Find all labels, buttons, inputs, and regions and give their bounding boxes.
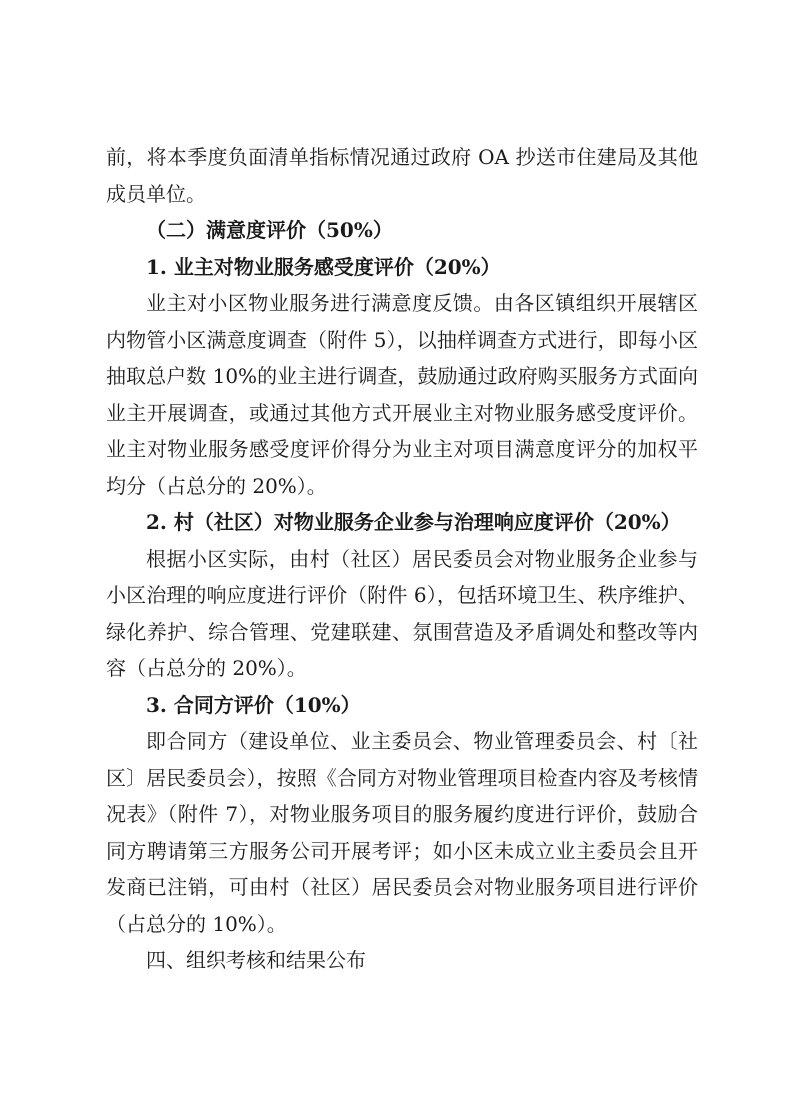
heading-owner-evaluation: 1. 业主对物业服务感受度评价（20%） — [146, 254, 501, 279]
paragraph-contract-party-evaluation: 即合同方（建设单位、业主委员会、物业管理委员会、村〔社区〕居民委员会），按照《合同方对物业管理项目检查内容及考核情况表》（附件 7），对物业服务项目的服务履约度进行评价，鼓励合同方聘请第三方服务公司开展考评；如小区未成立业主委员会且开发商已注销，可由村（社区）居民委员会对物业服务项目进行评价（占总分的 10%）。 — [106, 729, 698, 936]
heading-contract-party-evaluation: 3. 合同方评价（10%） — [146, 692, 361, 717]
document-body — [106, 139, 698, 979]
heading-satisfaction-evaluation: （二）满意度评价（50%） — [146, 218, 393, 242]
section-heading-organization: 四、组织考核和结果公布 — [146, 948, 366, 972]
heading-community-evaluation: 2. 村（社区）对物业服务企业参与治理响应度评价（20%） — [146, 510, 681, 534]
paragraph-continuation: 前，将本季度负面清单指标情况通过政府 OA 抄送市住建局及其他成员单位。 — [106, 145, 698, 206]
paragraph-owner-evaluation: 业主对小区物业服务进行满意度反馈。由各区镇组织开展辖区内物管小区满意度调查（附件 5），以抽样调查方式进行，即每小区抽取总户数 10%的业主进行调查，鼓励通过政府购买服务方式面向业主开展调查，或通过其他方式开展业主对物业服务感受度评价。业主对物业服务感受度评价得分为业主对项目满意度评分的加权平均分（占总分的 20%）。 — [106, 291, 698, 498]
paragraph-community-evaluation: 根据小区实际，由村（社区）居民委员会对物业服务企业参与小区治理的响应度进行评价（附件 6），包括环境卫生、秩序维护、绿化养护、综合管理、党建联建、氛围营造及矛盾调处和整改等内容（占总分的 20%）。 — [106, 546, 698, 680]
